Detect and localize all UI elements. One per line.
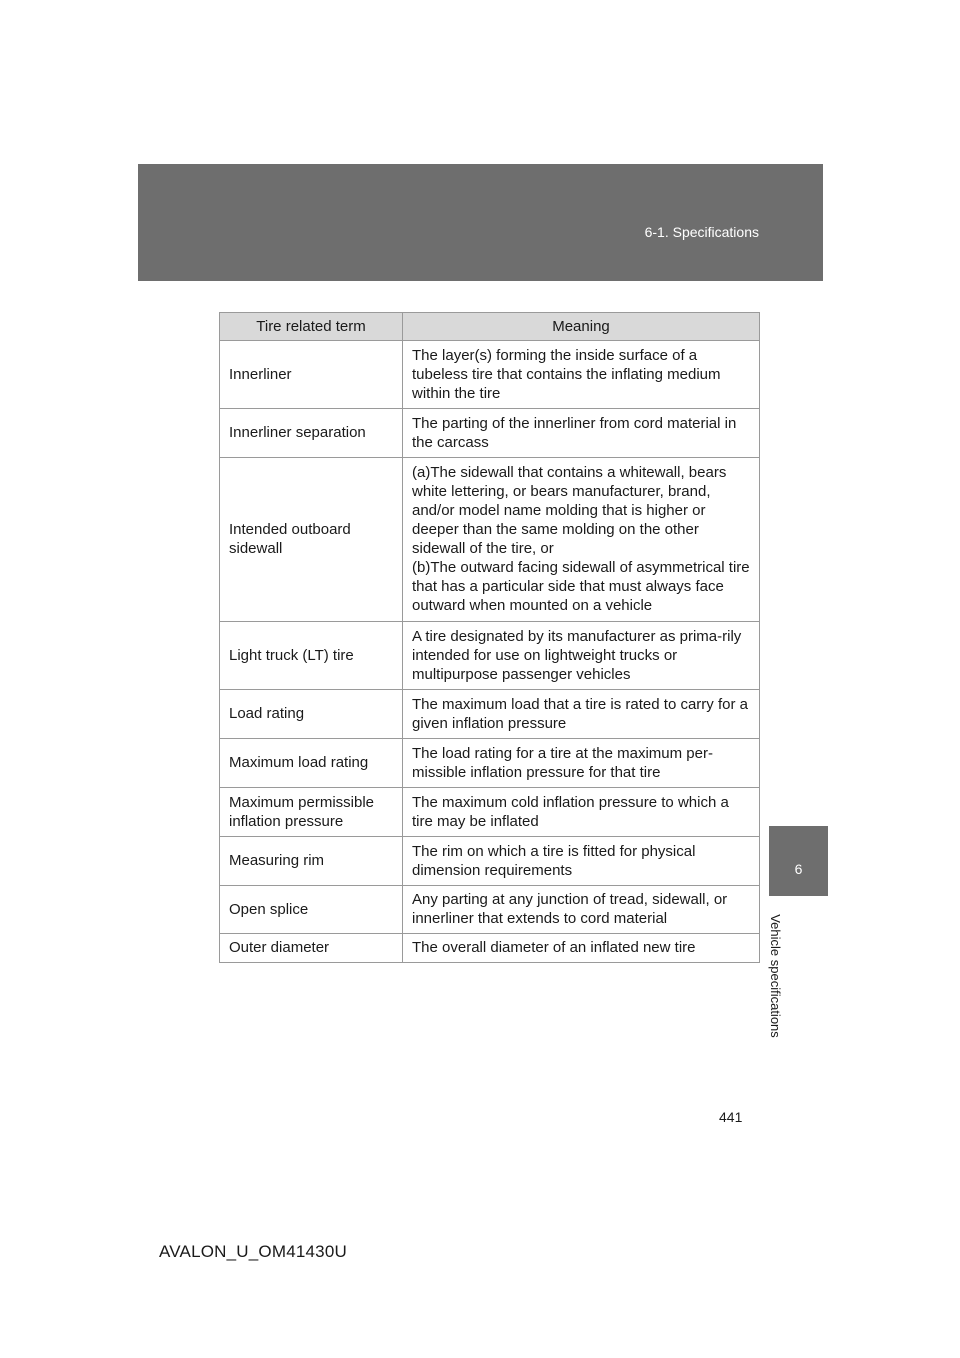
- document-code: AVALON_U_OM41430U: [159, 1242, 347, 1261]
- section-title: 6-1. Specifications: [644, 224, 759, 240]
- meaning-cell: (a)The sidewall that contains a whitewall, bears white lettering, or bears manufacturer, brand, and/or model name molding that is higher or deeper than the same molding on the other sidewall of the tire, or (b)The outward facing sidewall of asymmetrical tire that has a particular side that must always face outward when mounted on a vehicle: [403, 458, 760, 622]
- column-header-term: Tire related term: [220, 313, 403, 341]
- meaning-cell: The layer(s) forming the inside surface of a tubeless tire that contains the inflating medium within the tire: [403, 341, 760, 409]
- meaning-cell: The maximum cold inflation pressure to which a tire may be inflated: [403, 788, 760, 837]
- meaning-cell: The load rating for a tire at the maximum per-missible inflation pressure for that tire: [403, 739, 760, 788]
- term-cell: Open splice: [220, 886, 403, 934]
- table-row: [220, 934, 760, 963]
- page-number: 441: [719, 1109, 743, 1125]
- table-row: [220, 837, 760, 886]
- table-row: [220, 690, 760, 739]
- table-row: [220, 622, 760, 690]
- term-cell: Maximum permissible inflation pressure: [220, 788, 403, 837]
- term-cell: Outer diameter: [220, 934, 403, 963]
- table-row: [220, 788, 760, 837]
- meaning-cell: A tire designated by its manufacturer as prima-rily intended for use on lightweight trucks or multipurpose passenger vehicles: [403, 622, 760, 690]
- term-cell: Maximum load rating: [220, 739, 403, 788]
- tire-terms-table: [219, 312, 760, 963]
- table-row: [220, 341, 760, 409]
- chapter-tab: [769, 826, 828, 896]
- term-cell: Intended outboard sidewall: [220, 458, 403, 622]
- meaning-cell: The maximum load that a tire is rated to carry for a given inflation pressure: [403, 690, 760, 739]
- term-cell: Load rating: [220, 690, 403, 739]
- term-cell: Light truck (LT) tire: [220, 622, 403, 690]
- meaning-cell: The parting of the innerliner from cord material in the carcass: [403, 409, 760, 458]
- chapter-label: Vehicle specifications: [768, 914, 783, 1038]
- term-cell: Innerliner: [220, 341, 403, 409]
- column-header-meaning: Meaning: [403, 313, 760, 341]
- table-row: [220, 458, 760, 622]
- table-row: [220, 886, 760, 934]
- chapter-number: 6: [794, 861, 803, 877]
- table-row: [220, 739, 760, 788]
- meaning-cell: Any parting at any junction of tread, sidewall, or innerliner that extends to cord material: [403, 886, 760, 934]
- term-cell: Innerliner separation: [220, 409, 403, 458]
- table-header-row: [220, 313, 760, 341]
- meaning-cell: The overall diameter of an inflated new tire: [403, 934, 760, 963]
- table-row: [220, 409, 760, 458]
- header-band: [138, 164, 823, 281]
- chapter-label-container: [769, 896, 799, 1056]
- term-cell: Measuring rim: [220, 837, 403, 886]
- meaning-cell: The rim on which a tire is fitted for physical dimension requirements: [403, 837, 760, 886]
